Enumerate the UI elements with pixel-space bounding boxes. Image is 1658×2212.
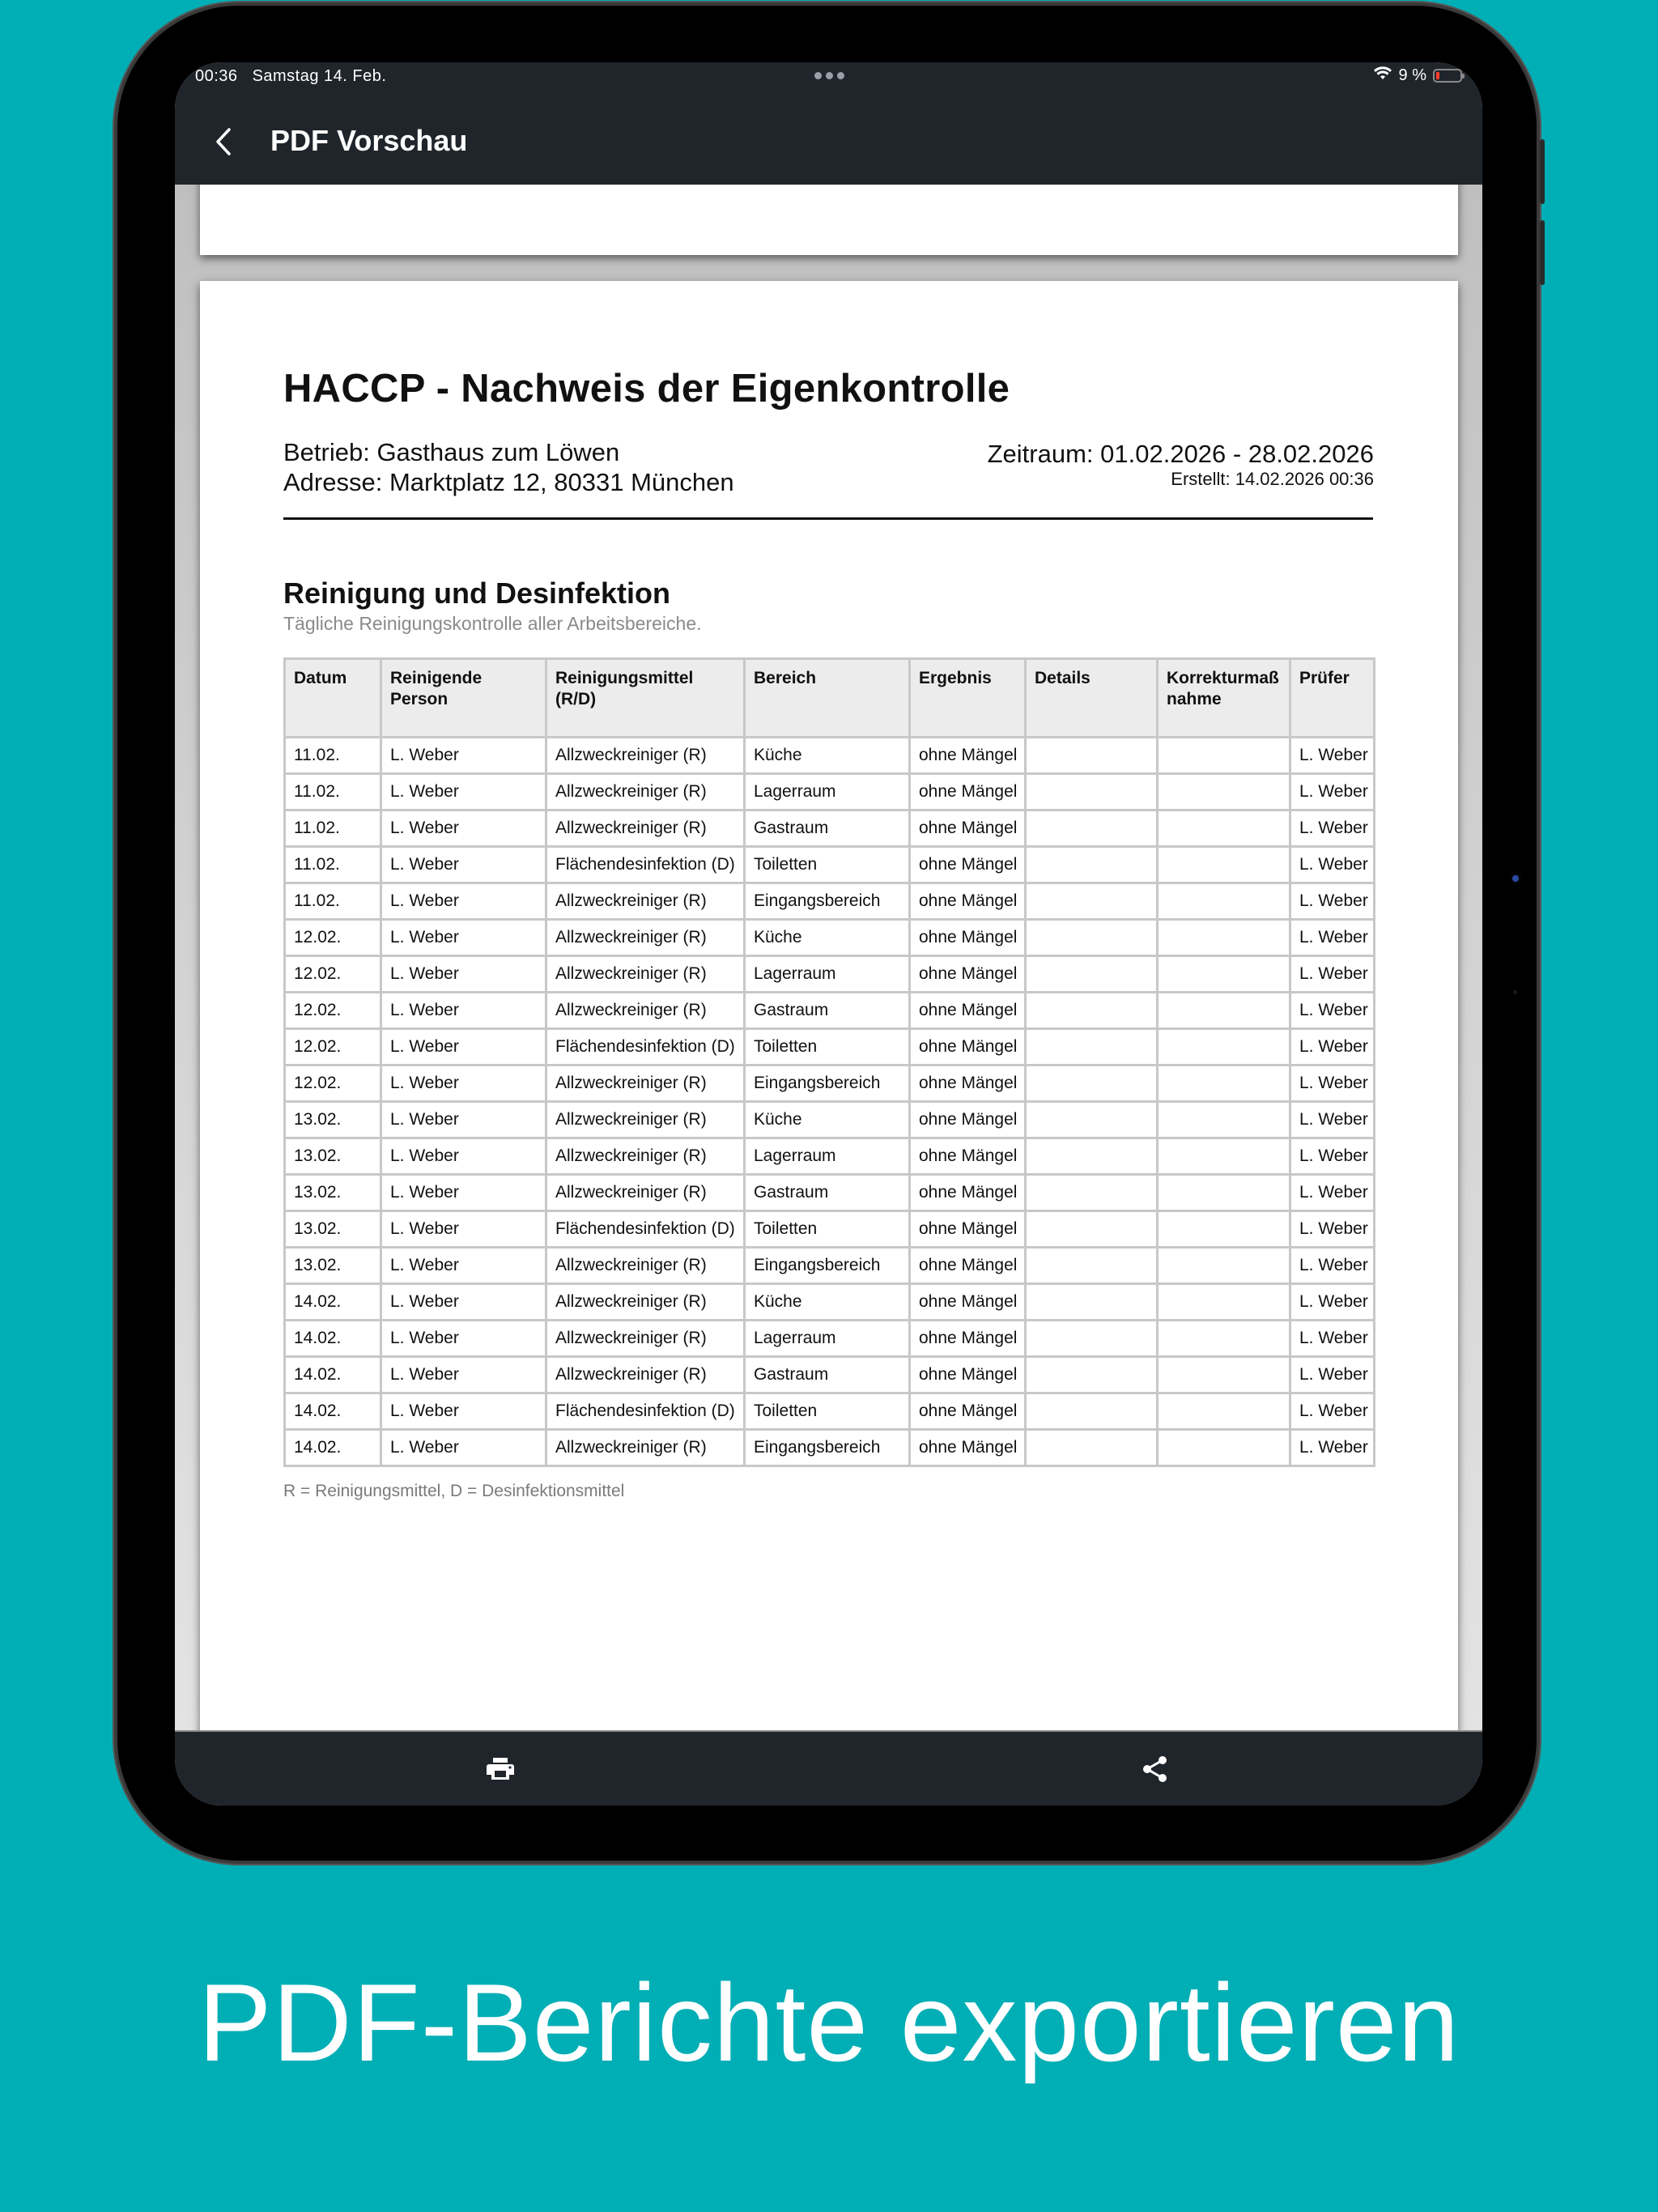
cell-details (1026, 1102, 1158, 1138)
cell-reinigende-person: L. Weber (381, 1430, 546, 1466)
cell-datum: 12.02. (285, 1066, 381, 1102)
marketing-caption: PDF-Berichte exportieren (198, 1961, 1460, 2084)
cell-korrekturmassnahme (1158, 847, 1290, 883)
cell-pruefer: L. Weber (1290, 1029, 1375, 1066)
cell-pruefer: L. Weber (1290, 1248, 1375, 1284)
section-title: Reinigung und Desinfektion (283, 576, 670, 610)
table-row (285, 1357, 1375, 1393)
cell-details (1026, 883, 1158, 920)
cell-bereich: Toiletten (745, 1211, 910, 1248)
cell-korrekturmassnahme (1158, 1321, 1290, 1357)
cell-pruefer: L. Weber (1290, 956, 1375, 993)
cell-ergebnis: ohne Mängel (910, 1175, 1026, 1211)
cell-korrekturmassnahme (1158, 1138, 1290, 1175)
cell-reinigende-person: L. Weber (381, 738, 546, 774)
pdf-page (200, 281, 1458, 1730)
table-row (285, 1248, 1375, 1284)
cell-ergebnis: ohne Mängel (910, 847, 1026, 883)
volume-button (1540, 220, 1545, 285)
business-info (283, 437, 734, 497)
cell-reinigende-person: L. Weber (381, 956, 546, 993)
cell-details (1026, 920, 1158, 956)
cell-reinigungsmittel: Allzweckreiniger (R) (546, 1284, 745, 1321)
cell-ergebnis: ohne Mängel (910, 920, 1026, 956)
business-name: Betrieb: Gasthaus zum Löwen (283, 438, 620, 466)
cell-korrekturmassnahme (1158, 883, 1290, 920)
cell-datum: 11.02. (285, 810, 381, 847)
cell-datum: 14.02. (285, 1393, 381, 1430)
cell-reinigende-person: L. Weber (381, 1321, 546, 1357)
print-button[interactable] (476, 1746, 525, 1795)
camera-lens (1512, 875, 1519, 882)
cell-reinigungsmittel: Allzweckreiniger (R) (546, 1357, 745, 1393)
cell-details (1026, 738, 1158, 774)
table-row (285, 1029, 1375, 1066)
cell-pruefer: L. Weber (1290, 810, 1375, 847)
cell-ergebnis: ohne Mängel (910, 1357, 1026, 1393)
cell-bereich: Küche (745, 1102, 910, 1138)
cell-pruefer: L. Weber (1290, 1357, 1375, 1393)
wifi-icon (1373, 66, 1392, 85)
cell-korrekturmassnahme (1158, 738, 1290, 774)
table-row (285, 738, 1375, 774)
section-subtitle: Tägliche Reinigungskontrolle aller Arbeitsbereiche. (283, 613, 702, 634)
cell-pruefer: L. Weber (1290, 1284, 1375, 1321)
share-icon (1142, 1755, 1168, 1787)
cell-pruefer: L. Weber (1290, 920, 1375, 956)
cell-reinigungsmittel: Allzweckreiniger (R) (546, 1175, 745, 1211)
cell-korrekturmassnahme (1158, 1211, 1290, 1248)
report-period-info (988, 440, 1374, 490)
cell-reinigungsmittel: Flächendesinfektion (D) (546, 1211, 745, 1248)
cell-ergebnis: ohne Mängel (910, 1430, 1026, 1466)
cell-pruefer: L. Weber (1290, 1211, 1375, 1248)
app-screen (175, 62, 1482, 1806)
cell-korrekturmassnahme (1158, 1284, 1290, 1321)
cell-korrekturmassnahme (1158, 1102, 1290, 1138)
cell-details (1026, 847, 1158, 883)
cell-reinigungsmittel: Allzweckreiniger (R) (546, 883, 745, 920)
column-header-pruefer: Prüfer (1290, 659, 1375, 738)
cell-pruefer: L. Weber (1290, 738, 1375, 774)
cell-reinigungsmittel: Allzweckreiniger (R) (546, 810, 745, 847)
printer-icon (487, 1757, 514, 1785)
cell-details (1026, 1029, 1158, 1066)
cell-details (1026, 1430, 1158, 1466)
table-row (285, 774, 1375, 810)
cell-reinigungsmittel: Flächendesinfektion (D) (546, 847, 745, 883)
cell-details (1026, 1175, 1158, 1211)
cell-pruefer: L. Weber (1290, 1175, 1375, 1211)
cell-pruefer: L. Weber (1290, 774, 1375, 810)
table-row (285, 1211, 1375, 1248)
cell-bereich: Küche (745, 1284, 910, 1321)
cell-reinigungsmittel: Allzweckreiniger (R) (546, 738, 745, 774)
table-row (285, 1393, 1375, 1430)
battery-icon (1433, 69, 1462, 83)
cell-reinigungsmittel: Allzweckreiniger (R) (546, 1138, 745, 1175)
cell-korrekturmassnahme (1158, 810, 1290, 847)
cell-reinigende-person: L. Weber (381, 1284, 546, 1321)
cell-korrekturmassnahme (1158, 1393, 1290, 1430)
cell-reinigende-person: L. Weber (381, 1029, 546, 1066)
cell-ergebnis: ohne Mängel (910, 810, 1026, 847)
table-row (285, 1430, 1375, 1466)
cell-reinigende-person: L. Weber (381, 1393, 546, 1430)
page-title: PDF Vorschau (270, 124, 468, 157)
cell-reinigende-person: L. Weber (381, 1066, 546, 1102)
report-period: Zeitraum: 01.02.2026 - 28.02.2026 (987, 440, 1374, 468)
cell-datum: 12.02. (285, 1029, 381, 1066)
cell-korrekturmassnahme (1158, 1430, 1290, 1466)
table-row (285, 956, 1375, 993)
cell-datum: 11.02. (285, 774, 381, 810)
table-row (285, 1102, 1375, 1138)
cell-bereich: Lagerraum (745, 1321, 910, 1357)
table-row (285, 1138, 1375, 1175)
chevron-left-icon (215, 127, 232, 160)
cell-bereich: Gastraum (745, 810, 910, 847)
cell-details (1026, 1248, 1158, 1284)
cell-pruefer: L. Weber (1290, 1102, 1375, 1138)
cell-datum: 13.02. (285, 1211, 381, 1248)
column-header-ergebnis: Ergebnis (910, 659, 1026, 738)
cell-bereich: Küche (745, 738, 910, 774)
cell-details (1026, 810, 1158, 847)
cell-datum: 12.02. (285, 993, 381, 1029)
cell-ergebnis: ohne Mängel (910, 1138, 1026, 1175)
cell-ergebnis: ohne Mängel (910, 1284, 1026, 1321)
cell-ergebnis: ohne Mängel (910, 1393, 1026, 1430)
cell-reinigungsmittel: Allzweckreiniger (R) (546, 920, 745, 956)
cell-korrekturmassnahme (1158, 1029, 1290, 1066)
cell-korrekturmassnahme (1158, 993, 1290, 1029)
cell-datum: 14.02. (285, 1430, 381, 1466)
cell-reinigende-person: L. Weber (381, 1138, 546, 1175)
cell-ergebnis: ohne Mängel (910, 738, 1026, 774)
table-row (285, 847, 1375, 883)
table-row (285, 993, 1375, 1029)
cell-datum: 14.02. (285, 1284, 381, 1321)
cell-details (1026, 1321, 1158, 1357)
cell-bereich: Eingangsbereich (745, 883, 910, 920)
cell-bereich: Eingangsbereich (745, 1066, 910, 1102)
cell-ergebnis: ohne Mängel (910, 883, 1026, 920)
business-address: Adresse: Marktplatz 12, 80331 München (283, 468, 734, 496)
multitasking-dots-icon[interactable] (814, 72, 844, 79)
cell-datum: 13.02. (285, 1248, 381, 1284)
cell-ergebnis: ohne Mängel (910, 1248, 1026, 1284)
share-button[interactable] (1131, 1746, 1180, 1795)
cell-bereich: Toiletten (745, 1029, 910, 1066)
cell-reinigende-person: L. Weber (381, 920, 546, 956)
cell-reinigungsmittel: Allzweckreiniger (R) (546, 1430, 745, 1466)
pdf-preview-scroll-area[interactable] (175, 185, 1482, 1730)
column-header-korrekturmassnahme: Korrekturmaß nahme (1158, 659, 1290, 738)
cell-datum: 14.02. (285, 1357, 381, 1393)
cell-korrekturmassnahme (1158, 1248, 1290, 1284)
cell-reinigungsmittel: Allzweckreiniger (R) (546, 1248, 745, 1284)
cell-pruefer: L. Weber (1290, 1393, 1375, 1430)
cell-korrekturmassnahme (1158, 920, 1290, 956)
volume-button (1540, 139, 1545, 204)
cell-bereich: Küche (745, 920, 910, 956)
cell-datum: 14.02. (285, 1321, 381, 1357)
cell-datum: 11.02. (285, 883, 381, 920)
cell-details (1026, 1357, 1158, 1393)
table-row (285, 883, 1375, 920)
cell-details (1026, 1284, 1158, 1321)
cell-details (1026, 956, 1158, 993)
cell-ergebnis: ohne Mängel (910, 1029, 1026, 1066)
cell-bereich: Toiletten (745, 1393, 910, 1430)
cell-datum: 13.02. (285, 1102, 381, 1138)
cell-reinigungsmittel: Allzweckreiniger (R) (546, 1102, 745, 1138)
cell-ergebnis: ohne Mängel (910, 1321, 1026, 1357)
cell-reinigungsmittel: Flächendesinfektion (D) (546, 1393, 745, 1430)
status-date: Samstag 14. Feb. (252, 67, 387, 85)
cell-bereich: Eingangsbereich (745, 1430, 910, 1466)
cell-details (1026, 1393, 1158, 1430)
cell-reinigende-person: L. Weber (381, 774, 546, 810)
cell-reinigende-person: L. Weber (381, 847, 546, 883)
cell-datum: 12.02. (285, 920, 381, 956)
top-navigation-bar (175, 62, 1482, 185)
cell-datum: 11.02. (285, 847, 381, 883)
cell-details (1026, 774, 1158, 810)
back-button[interactable] (199, 119, 248, 168)
header-divider (283, 517, 1373, 520)
cell-reinigende-person: L. Weber (381, 1102, 546, 1138)
cell-reinigende-person: L. Weber (381, 1248, 546, 1284)
column-header-details: Details (1026, 659, 1158, 738)
table-row (285, 1175, 1375, 1211)
bottom-toolbar (175, 1730, 1482, 1806)
cell-ergebnis: ohne Mängel (910, 1102, 1026, 1138)
cell-bereich: Lagerraum (745, 774, 910, 810)
cell-korrekturmassnahme (1158, 1066, 1290, 1102)
cell-reinigungsmittel: Flächendesinfektion (D) (546, 1029, 745, 1066)
column-header-reinigende-person: Reinigende Person (381, 659, 546, 738)
cell-pruefer: L. Weber (1290, 1066, 1375, 1102)
cell-pruefer: L. Weber (1290, 1321, 1375, 1357)
cell-datum: 13.02. (285, 1175, 381, 1211)
cell-reinigungsmittel: Allzweckreiniger (R) (546, 993, 745, 1029)
table-footnote: R = Reinigungsmittel, D = Desinfektionsmittel (283, 1482, 625, 1500)
cell-datum: 13.02. (285, 1138, 381, 1175)
table-body (285, 738, 1375, 1466)
cleaning-log-table (283, 657, 1375, 1467)
cell-reinigende-person: L. Weber (381, 810, 546, 847)
cell-reinigende-person: L. Weber (381, 1175, 546, 1211)
status-bar (175, 62, 1482, 95)
cell-reinigende-person: L. Weber (381, 1357, 546, 1393)
cell-bereich: Toiletten (745, 847, 910, 883)
table-row (285, 920, 1375, 956)
cell-details (1026, 1138, 1158, 1175)
cell-ergebnis: ohne Mängel (910, 774, 1026, 810)
cell-korrekturmassnahme (1158, 1357, 1290, 1393)
table-row (285, 1284, 1375, 1321)
cell-ergebnis: ohne Mängel (910, 1211, 1026, 1248)
status-time: 00:36 (195, 67, 238, 85)
document-title: HACCP - Nachweis der Eigenkontrolle (283, 367, 1010, 410)
cell-bereich: Gastraum (745, 993, 910, 1029)
cell-bereich: Gastraum (745, 1175, 910, 1211)
column-header-reinigungsmittel: Reinigungsmittel (R/D) (546, 659, 745, 738)
cell-reinigende-person: L. Weber (381, 993, 546, 1029)
cell-pruefer: L. Weber (1290, 883, 1375, 920)
created-timestamp: Erstellt: 14.02.2026 00:36 (1171, 469, 1374, 489)
cell-reinigungsmittel: Allzweckreiniger (R) (546, 956, 745, 993)
cell-ergebnis: ohne Mängel (910, 993, 1026, 1029)
cell-reinigungsmittel: Allzweckreiniger (R) (546, 1321, 745, 1357)
cell-bereich: Lagerraum (745, 956, 910, 993)
table-row (285, 1321, 1375, 1357)
cell-details (1026, 1211, 1158, 1248)
cell-korrekturmassnahme (1158, 774, 1290, 810)
battery-percent: 9 % (1398, 66, 1426, 84)
cell-bereich: Eingangsbereich (745, 1248, 910, 1284)
cell-pruefer: L. Weber (1290, 1138, 1375, 1175)
cell-reinigungsmittel: Allzweckreiniger (R) (546, 774, 745, 810)
cell-datum: 12.02. (285, 956, 381, 993)
cell-reinigende-person: L. Weber (381, 883, 546, 920)
cell-datum: 11.02. (285, 738, 381, 774)
table-row (285, 810, 1375, 847)
cell-pruefer: L. Weber (1290, 847, 1375, 883)
cell-korrekturmassnahme (1158, 1175, 1290, 1211)
table-row (285, 1066, 1375, 1102)
cell-korrekturmassnahme (1158, 956, 1290, 993)
cell-bereich: Lagerraum (745, 1138, 910, 1175)
cell-ergebnis: ohne Mängel (910, 1066, 1026, 1102)
cell-details (1026, 993, 1158, 1029)
column-header-bereich: Bereich (745, 659, 910, 738)
sensor-dot (1513, 990, 1517, 994)
cell-details (1026, 1066, 1158, 1102)
cell-bereich: Gastraum (745, 1357, 910, 1393)
cell-reinigungsmittel: Allzweckreiniger (R) (546, 1066, 745, 1102)
table-header-row (285, 659, 1375, 738)
cell-ergebnis: ohne Mängel (910, 956, 1026, 993)
cell-pruefer: L. Weber (1290, 993, 1375, 1029)
pdf-page-previous (200, 185, 1458, 255)
cell-reinigende-person: L. Weber (381, 1211, 546, 1248)
cell-pruefer: L. Weber (1290, 1430, 1375, 1466)
column-header-datum: Datum (285, 659, 381, 738)
